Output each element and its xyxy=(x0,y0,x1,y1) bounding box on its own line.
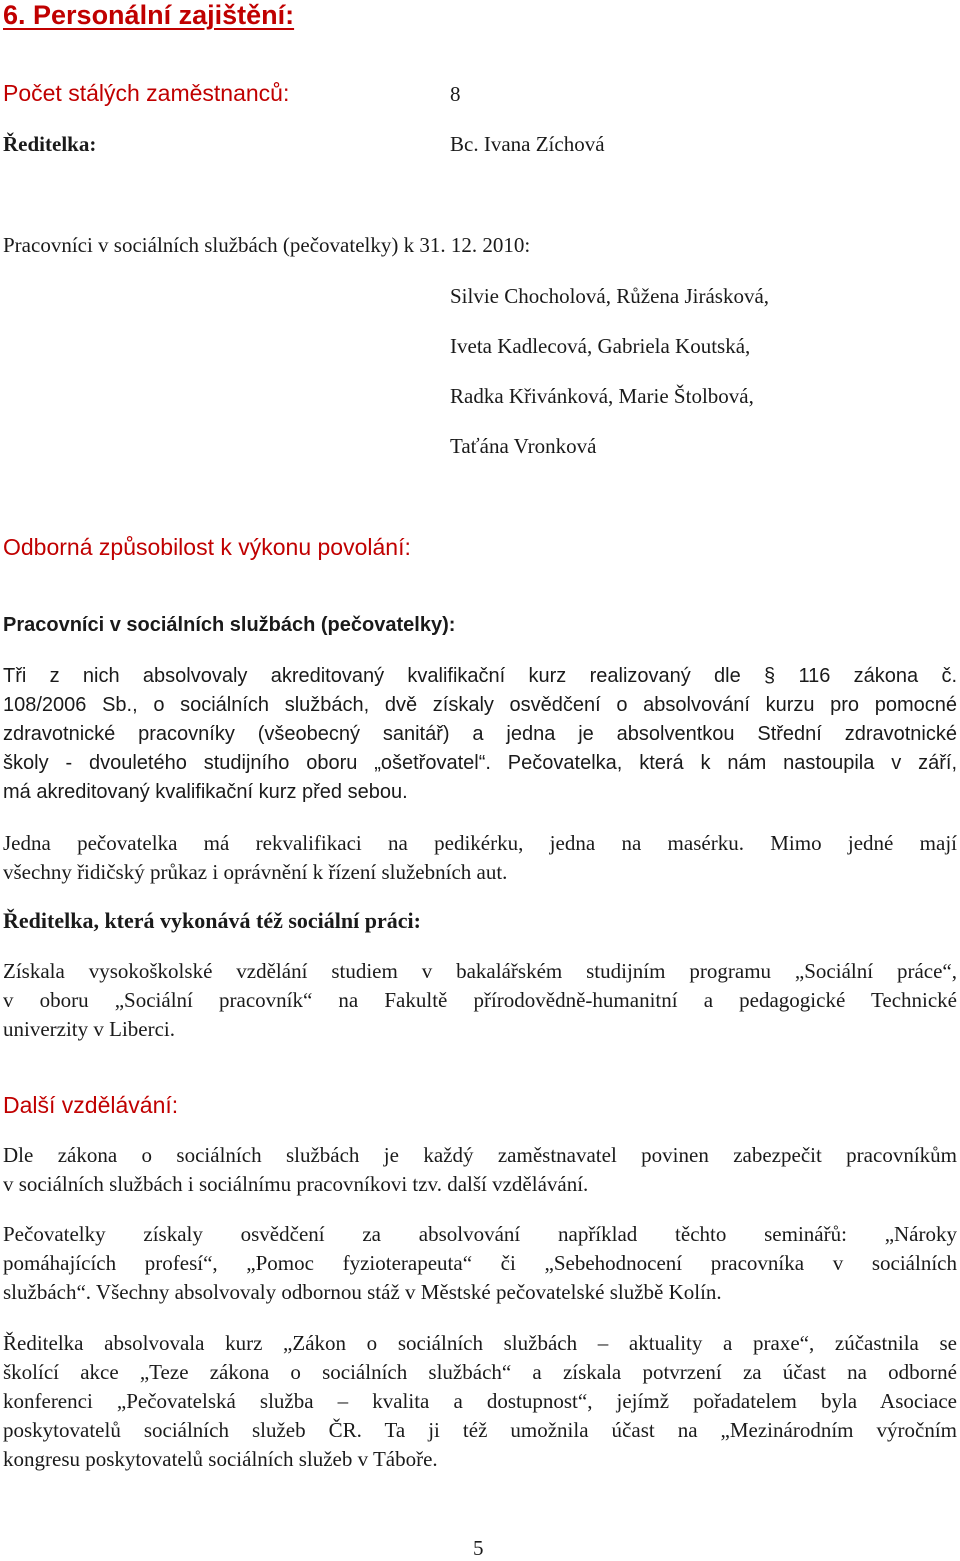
text-line: zdravotnické pracovníky (všeobecný sanitář) a jedna je absolventkou Střední zdravotnické xyxy=(3,723,957,745)
staff-count-value: 8 xyxy=(450,82,461,106)
page-number: 5 xyxy=(473,1536,484,1560)
text-line: školící akce „Teze zákona o sociálních službách“ a získala potvrzení za účast na odborné xyxy=(3,1360,957,1384)
text-line: poskytovatelů sociálních služeb ČR. Ta ji též umožnila účast na „Mezinárodním výročním xyxy=(3,1418,957,1442)
text-line: pomáhajících profesí“, „Pomoc fyzioterapeuta“ či „Sebehodnocení pracovníka v sociálních xyxy=(3,1251,957,1275)
director-label: Ředitelka: xyxy=(3,132,97,156)
text-line: školy - dvouletého studijního oboru „ošetřovatel“. Pečovatelka, která k nám nastoupila v září, xyxy=(3,752,957,774)
text-line: 108/2006 Sb., o sociálních službách, dvě získaly osvědčení o absolvování kurzu pro pomocné xyxy=(3,694,957,716)
qualification-paragraph xyxy=(3,662,957,807)
text-line: konferenci „Pečovatelská služba – kvalita a dostupnost“, jejímž pořadatelem byla Asociace xyxy=(3,1389,957,1413)
qualification-heading: Odborná způsobilost k výkonu povolání: xyxy=(3,534,411,560)
text-line: službách“. Všechny absolvovaly odbornou stáž v Městské pečovatelské službě Kolín. xyxy=(3,1280,722,1304)
education-heading: Další vzdělávání: xyxy=(3,1092,179,1118)
qualification-subheading: Pracovníci v sociálních službách (pečovatelky): xyxy=(3,614,456,636)
workers-label: Pracovníci v sociálních službách (pečovatelky) k 31. 12. 2010: xyxy=(3,233,531,257)
text-line: Pečovatelky získaly osvědčení za absolvování například těchto seminářů: „Nároky xyxy=(3,1222,957,1246)
text-line: Jedna pečovatelka má rekvalifikaci na pedikérku, jedna na masérku. Mimo jedné mají xyxy=(3,831,957,855)
director-value: Bc. Ivana Zíchová xyxy=(450,132,605,156)
text-line: v oboru „Sociální pracovník“ na Fakultě přírodovědně-humanitní a pedagogické Technické xyxy=(3,988,957,1012)
text-line: Ředitelka absolvovala kurz „Zákon o sociálních službách – aktuality a praxe“, zúčastnila se xyxy=(3,1331,957,1355)
worker-names-line: Iveta Kadlecová, Gabriela Koutská, xyxy=(450,334,751,358)
director-social-work-heading: Ředitelka, která vykonává též sociální práci: xyxy=(3,908,421,933)
text-line: kongresu poskytovatelů sociálních služeb v Táboře. xyxy=(3,1447,438,1471)
text-line: Dle zákona o sociálních službách je každý zaměstnavatel povinen zabezpečit pracovníkům xyxy=(3,1143,957,1167)
director-courses-paragraph xyxy=(3,1329,957,1474)
worker-names-line: Silvie Chocholová, Růžena Jirásková, xyxy=(450,284,770,308)
staff-count-label: Počet stálých zaměstnanců: xyxy=(3,80,290,106)
seminars-paragraph xyxy=(3,1220,957,1307)
text-line: v sociálních službách i sociálnímu pracovníkovi tzv. další vzdělávání. xyxy=(3,1172,589,1196)
worker-names-line: Radka Křivánková, Marie Štolbová, xyxy=(450,384,754,408)
rekvalifikace-paragraph xyxy=(3,829,957,887)
text-line: má akreditovaný kvalifikační kurz před sebou. xyxy=(3,781,408,803)
text-line: Tři z nich absolvovaly akreditovaný kvalifikační kurz realizovaný dle § 116 zákona č. xyxy=(3,665,957,687)
text-line: Získala vysokoškolské vzdělání studiem v bakalářském studijním programu „Sociální práce“, xyxy=(3,959,957,983)
education-law-paragraph xyxy=(3,1141,957,1199)
worker-names-line: Taťána Vronková xyxy=(450,434,597,458)
director-education-paragraph xyxy=(3,957,957,1044)
section-heading: 6. Personální zajištění: xyxy=(3,0,295,30)
text-line: univerzity v Liberci. xyxy=(3,1017,176,1041)
text-line: všechny řidičský průkaz i oprávnění k řízení služebních aut. xyxy=(3,860,508,884)
